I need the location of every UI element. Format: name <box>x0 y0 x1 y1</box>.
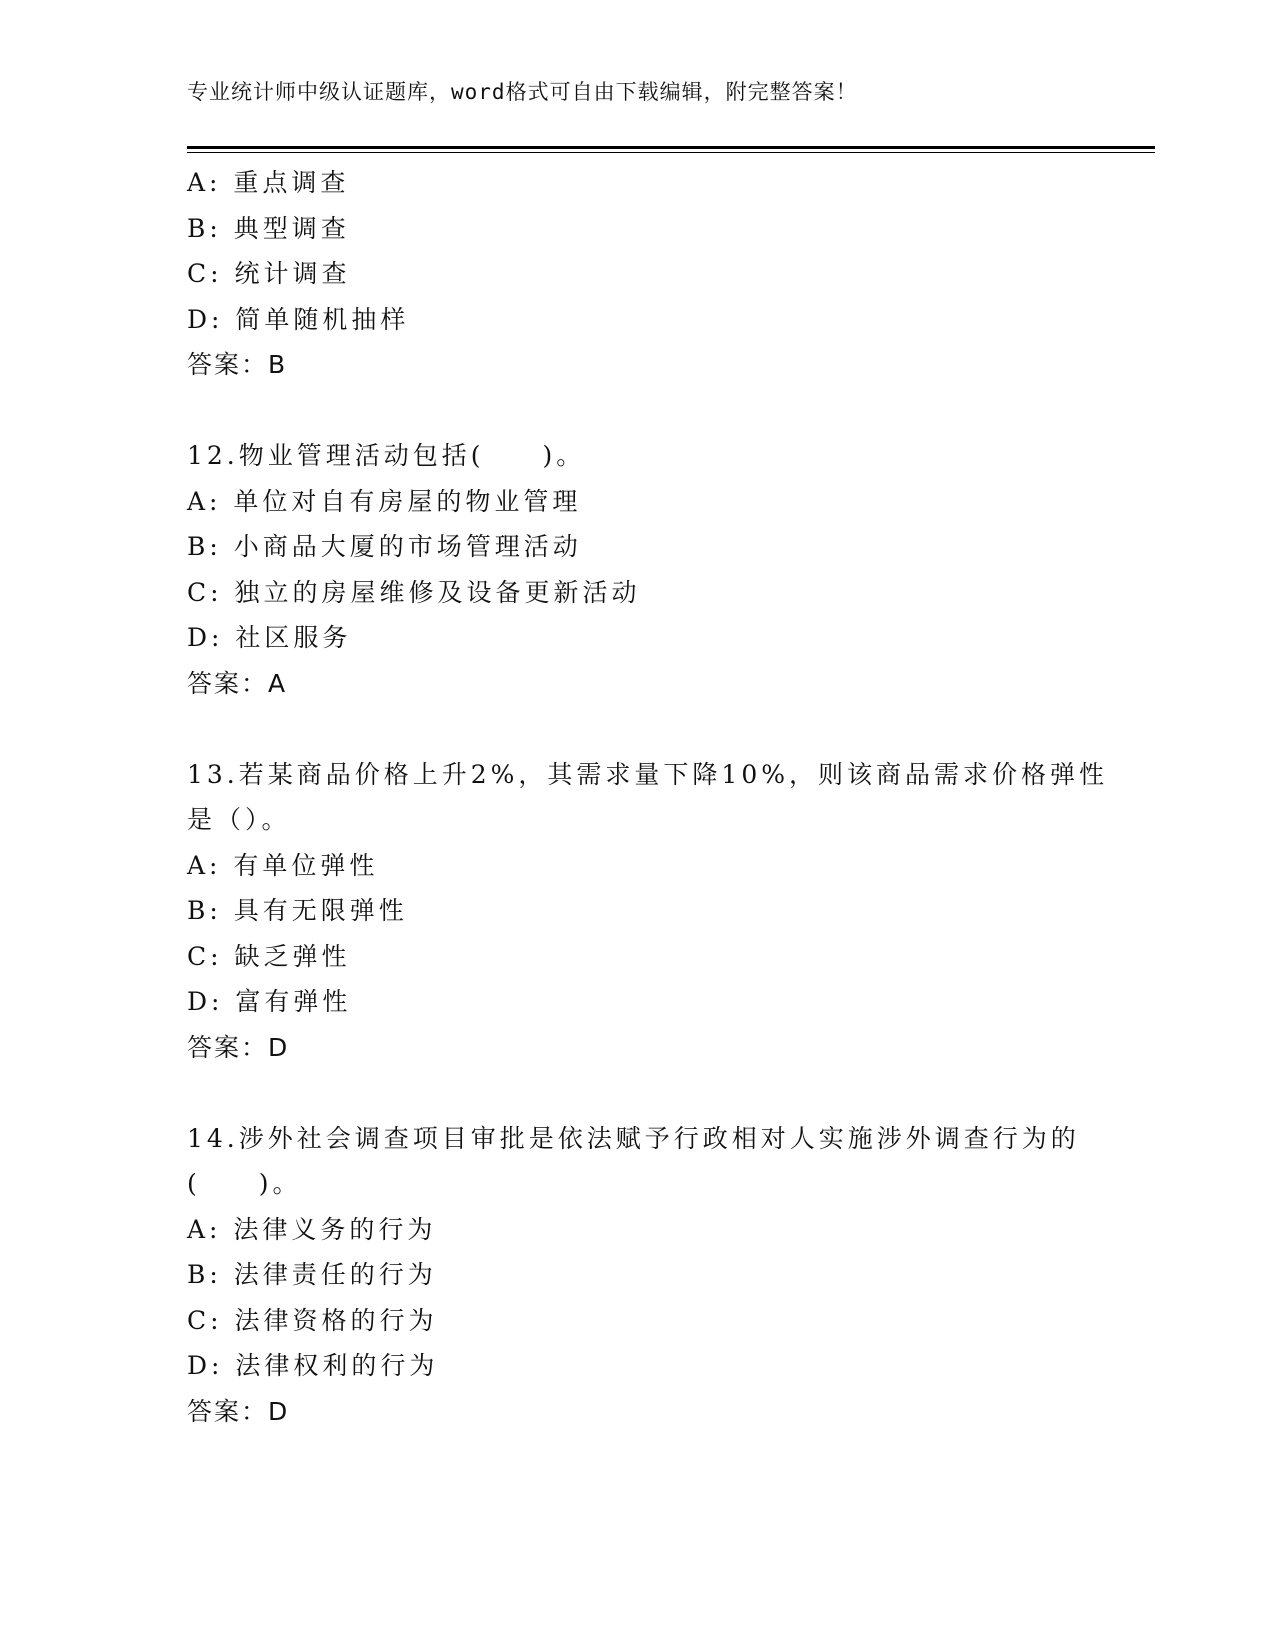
option-b: B: 具有无限弹性 <box>187 896 408 925</box>
option-a: A: 重点调查 <box>187 168 350 197</box>
spacer <box>187 706 1155 752</box>
header-rule-thin <box>187 152 1155 153</box>
option-c: C: 法律资格的行为 <box>187 1305 438 1335</box>
option-d: D: 法律权利的行为 <box>187 1351 439 1380</box>
question-stem-line-1: 13.若某商品价格上升2%，其需求量下降10%，则该商品需求价格弹性 <box>187 759 1108 789</box>
question-13 <box>187 752 1155 1071</box>
option-a: A: 法律义务的行为 <box>187 1214 437 1244</box>
option-b: B: 法律责任的行为 <box>187 1260 437 1289</box>
question-stem-line-2: ( )。 <box>187 1169 302 1198</box>
question-stem: 12.物业管理活动包括( )。 <box>187 441 586 470</box>
option-c: C: 独立的房屋维修及设备更新活动 <box>187 577 641 607</box>
option-d: D: 富有弹性 <box>187 987 352 1016</box>
option-a: A: 单位对自有房屋的物业管理 <box>187 486 582 516</box>
question-stem-line-2: 是（）。 <box>187 805 291 834</box>
question-11 <box>187 160 1155 388</box>
option-b: B: 典型调查 <box>187 213 350 243</box>
option-c: C: 缺乏弹性 <box>187 941 351 971</box>
question-stem-line-1: 14.涉外社会调查项目审批是依法赋予行政相对人实施涉外调查行为的 <box>187 1123 1080 1153</box>
answer: 答案：B <box>187 350 288 379</box>
option-b: B: 小商品大厦的市场管理活动 <box>187 532 582 561</box>
option-d: D: 简单随机抽样 <box>187 304 410 334</box>
question-12 <box>187 433 1155 706</box>
question-14 <box>187 1116 1155 1435</box>
page-header: 专业统计师中级认证题库，word格式可自由下载编辑，附完整答案！ <box>187 80 858 104</box>
answer: 答案：D <box>187 1396 290 1426</box>
answer: 答案：A <box>187 668 288 698</box>
option-c: C: 统计调查 <box>187 259 351 288</box>
question-content <box>187 160 1155 1434</box>
spacer <box>187 1070 1155 1116</box>
option-a: A: 有单位弹性 <box>187 850 379 880</box>
header-rule-thick <box>187 146 1155 149</box>
answer: 答案：D <box>187 1032 290 1062</box>
option-d: D: 社区服务 <box>187 623 352 652</box>
spacer <box>187 388 1155 434</box>
